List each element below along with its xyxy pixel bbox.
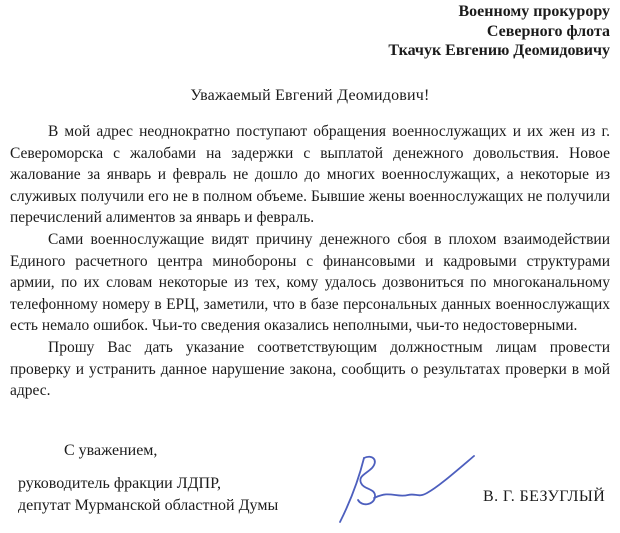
recipient-block [388,2,610,61]
sender-role-line: депутат Мурманской областной Думы [18,497,279,514]
recipient-line: Северного флота [486,22,610,40]
sender-name: В. Г. БЕЗУГЛЫЙ [483,488,606,505]
recipient-line: Ткачук Евгению Деомидовичу [388,42,610,59]
sender-role-line: руководитель фракции ЛДПР, [18,475,221,492]
body-paragraph: Сами военнослужащие видят причину денежного сбоя в плохом взаимодействии Единого расчетного центра минобороны с финансовыми и кадровыми структурами армии, по их словам некоторые из тех, кому удалось дозвониться по многоканальному телефонному номеру в ЕРЦ, заметили, что в базе персональных данных военнослужащих есть немало ошибок. Чьи-то сведения оказались неполными, чьи-то недостоверными. [10,230,610,335]
body-paragraph: Прошу Вас дать указание соответствующим должностным лицам провести проверку и устранить данное нарушение закона, сообщить о результатах проверки в мой адрес. [10,338,610,400]
sender-role-block [18,473,278,517]
closing-phrase: С уважением, [64,442,158,459]
salutation: Уважаемый Евгений Деомидович! [190,87,430,104]
body-paragraph: В мой адрес неоднократно поступают обращения военнослужащих и их жен из г. Североморска с жалобами на задержки с выплатой денежного довольствия. Новое жалование за январь и февраль не дошло до многих военнослужащих, а некоторые из служивых получили его не в полном объеме. Бывшие жены военнослужащих не получили перечислений алиментов за январь и февраль. [10,123,610,227]
recipient-line: Военному прокурору [458,3,610,20]
handwritten-signature-icon [334,446,482,526]
letter-body [10,121,610,402]
